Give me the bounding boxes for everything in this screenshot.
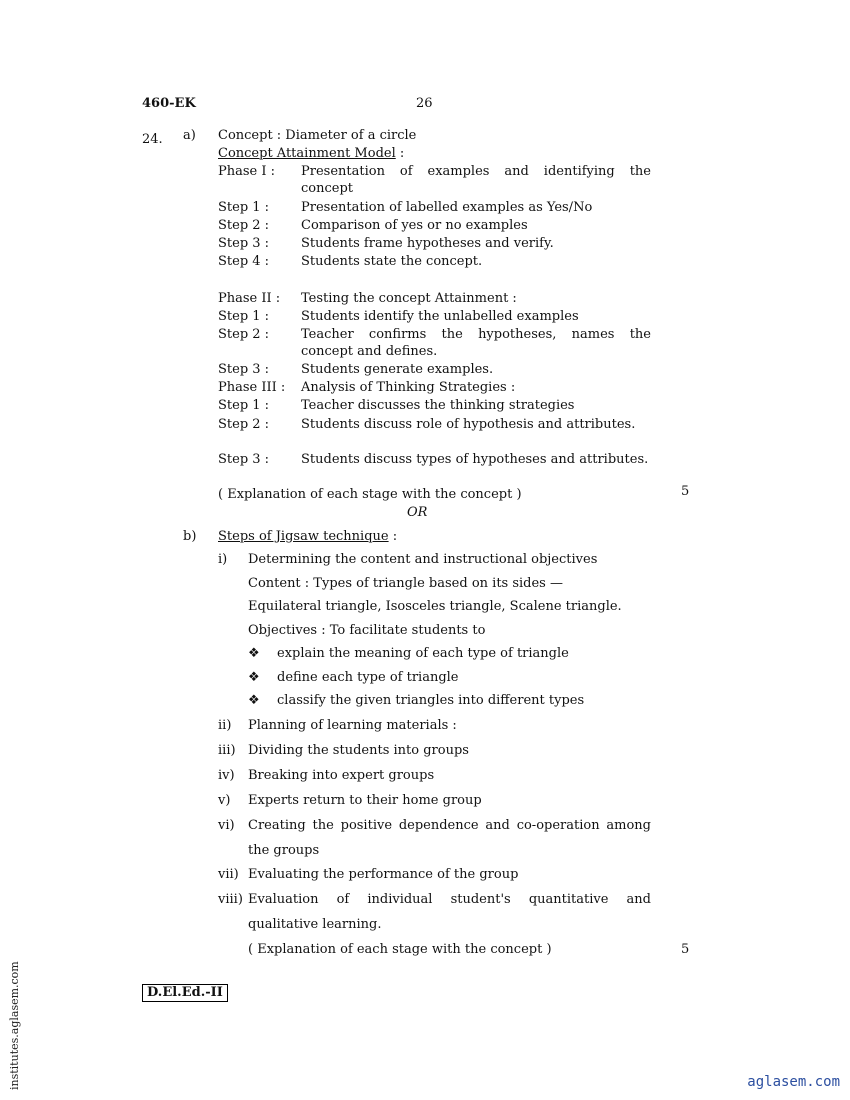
bullet-icon: ❖	[248, 646, 260, 661]
row-text: Students discuss role of hypothesis and attributes.	[301, 417, 636, 432]
row-text: Analysis of Thinking Strategies :	[301, 380, 516, 395]
bullet-text: define each type of triangle	[277, 670, 459, 685]
item-number: iv)	[218, 768, 235, 783]
item-text: Evaluation of individual student's quantitative and qualitative learning.	[248, 892, 651, 932]
part-b-marks: 5	[681, 942, 690, 957]
row-text: Students frame hypotheses and verify.	[301, 236, 554, 251]
row-text: Presentation of labelled examples as Yes/No	[301, 200, 593, 215]
content-line-1: Content : Types of triangle based on its sides —	[248, 576, 563, 591]
row-label: Step 2 :	[218, 218, 270, 233]
item-number: vi)	[218, 818, 235, 833]
part-b-label: b)	[183, 529, 197, 544]
model-line	[218, 145, 404, 162]
row-text: Teacher confirms the hypotheses, names the concept and defines.	[301, 327, 651, 359]
item-text: Evaluating the performance of the group	[248, 867, 519, 882]
row-label: Step 4 :	[218, 254, 270, 269]
row-text: Presentation of examples and identifying the concept	[301, 164, 651, 196]
item-text: Creating the positive dependence and co-operation among the groups	[248, 818, 651, 858]
item-number: v)	[218, 793, 231, 808]
row-label: Step 2 :	[218, 417, 270, 432]
part-b-explanation: ( Explanation of each stage with the concept )	[248, 942, 552, 957]
part-b-title-line	[218, 528, 397, 545]
row-text: Teacher discusses the thinking strategies	[301, 398, 575, 413]
row-label: Step 2 :	[218, 327, 270, 342]
page-number: 26	[416, 96, 433, 111]
item-number: vii)	[218, 867, 239, 882]
item-text: Breaking into expert groups	[248, 768, 435, 783]
item-number: i)	[218, 552, 228, 567]
row-label: Step 1 :	[218, 398, 270, 413]
question-number: 24.	[142, 132, 163, 147]
item-text: Planning of learning materials :	[248, 718, 457, 733]
part-b-title-colon: :	[388, 529, 398, 544]
brand-watermark: aglasem.com	[747, 1074, 840, 1090]
item-text: Experts return to their home group	[248, 793, 482, 808]
item-text: Determining the content and instructional objectives	[248, 552, 598, 567]
row-text: Students identify the unlabelled examples	[301, 309, 579, 324]
bullet-icon: ❖	[248, 670, 260, 685]
row-text: Students generate examples.	[301, 362, 494, 377]
row-label: Phase I :	[218, 164, 276, 179]
side-watermark: institutes.aglasem.com	[8, 961, 21, 1090]
item-number: ii)	[218, 718, 232, 733]
model-title: Concept Attainment Model	[218, 146, 396, 161]
part-b-title: Steps of Jigsaw technique	[218, 529, 389, 544]
row-text: Students state the concept.	[301, 254, 483, 269]
row-text: Students discuss types of hypotheses and attributes.	[301, 452, 649, 467]
paper-code: 460-EK	[142, 96, 196, 111]
bullet-text: explain the meaning of each type of triangle	[277, 646, 569, 661]
item-text: Dividing the students into groups	[248, 743, 469, 758]
row-label: Step 3 :	[218, 452, 270, 467]
objectives-line: Objectives : To facilitate students to	[248, 623, 486, 638]
model-colon: :	[395, 146, 405, 161]
row-text: Testing the concept Attainment :	[301, 291, 517, 306]
or-separator: OR	[407, 505, 428, 520]
row-text: Comparison of yes or no examples	[301, 218, 528, 233]
course-code-box: D.El.Ed.-II	[142, 984, 228, 1002]
part-a-explanation: ( Explanation of each stage with the concept )	[218, 487, 522, 502]
bullet-text: classify the given triangles into different types	[277, 693, 585, 708]
row-label: Step 1 :	[218, 309, 270, 324]
bullet-icon: ❖	[248, 693, 260, 708]
item-number: iii)	[218, 743, 236, 758]
item-number: viii)	[218, 892, 243, 907]
row-label: Step 3 :	[218, 236, 270, 251]
content-line-2: Equilateral triangle, Isosceles triangle, Scalene triangle.	[248, 599, 622, 614]
row-label: Step 3 :	[218, 362, 270, 377]
row-label: Step 1 :	[218, 200, 270, 215]
row-label: Phase III :	[218, 380, 286, 395]
part-a-label: a)	[183, 128, 196, 143]
concept-line: Concept : Diameter of a circle	[218, 128, 417, 143]
part-a-marks: 5	[681, 484, 690, 499]
row-label: Phase II :	[218, 291, 281, 306]
